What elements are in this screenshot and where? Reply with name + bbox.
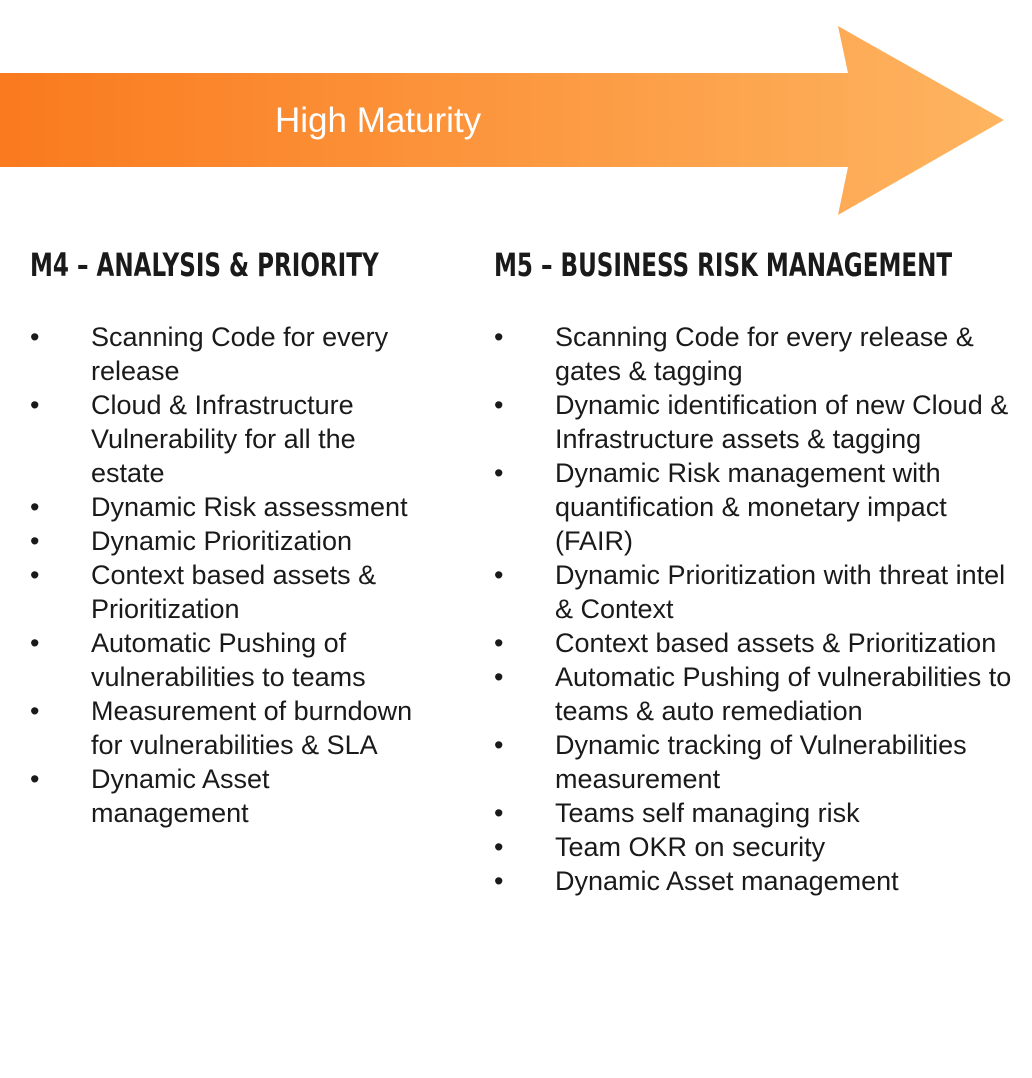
m4-item-list (30, 320, 460, 830)
list-item (30, 558, 431, 626)
bullet-icon: • (494, 798, 504, 828)
bullet-icon: • (30, 390, 40, 420)
list-item-text: Dynamic Asset management (91, 764, 270, 828)
bullet-icon: • (30, 696, 40, 726)
list-item-text: Measurement of burndown for vulnerabilities & SLA (91, 696, 413, 760)
list-item (30, 320, 431, 388)
list-item-text: Dynamic tracking of Vulnerabilities measurement (555, 730, 967, 794)
list-item (30, 762, 431, 830)
bullet-icon: • (30, 322, 40, 352)
list-item (494, 830, 1025, 864)
list-item-text: Context based assets & Prioritization (555, 628, 997, 658)
bullet-icon: • (494, 628, 504, 658)
bullet-icon: • (494, 458, 504, 488)
bullet-icon: • (494, 866, 504, 896)
m4-column (30, 241, 460, 830)
maturity-arrow (0, 0, 1032, 230)
bullet-icon: • (494, 390, 504, 420)
list-item-text: Automatic Pushing of vulnerabilities to teams (91, 628, 366, 692)
m4-title: M4 – ANALYSIS & PRIORITY (30, 246, 379, 284)
bullet-icon: • (30, 526, 40, 556)
list-item (494, 558, 1025, 626)
arrow-label: High Maturity (275, 101, 482, 140)
list-item-text: Context based assets & Prioritization (91, 560, 377, 624)
list-item-text: Dynamic Prioritization with threat intel & Context (555, 560, 1006, 624)
bullet-icon: • (494, 662, 504, 692)
list-item (30, 524, 431, 558)
bullet-icon: • (30, 560, 40, 590)
list-item-text: Dynamic Risk management with quantification & monetary impact (FAIR) (555, 458, 947, 556)
list-item (494, 864, 1025, 898)
bullet-icon: • (494, 730, 504, 760)
list-item-text: Dynamic Risk assessment (91, 492, 408, 522)
m5-item-list (494, 320, 1029, 898)
list-item (494, 796, 1025, 830)
list-item (494, 660, 1025, 728)
m5-column (494, 241, 1029, 898)
bullet-icon: • (30, 492, 40, 522)
list-item (494, 626, 1025, 660)
list-item-text: Team OKR on security (555, 832, 826, 862)
list-item (494, 728, 1025, 796)
list-item-text: Dynamic Prioritization (91, 526, 353, 556)
list-item-text: Dynamic identification of new Cloud & Infrastructure assets & tagging (555, 390, 1009, 454)
bullet-icon: • (494, 322, 504, 352)
bullet-icon: • (30, 628, 40, 658)
bullet-icon: • (494, 560, 504, 590)
list-item-text: Automatic Pushing of vulnerabilities to teams & auto remediation (555, 662, 1012, 726)
bullet-icon: • (30, 764, 40, 794)
list-item-text: Cloud & Infrastructure Vulnerability for all the estate (91, 390, 356, 488)
list-item (30, 490, 431, 524)
list-item (494, 320, 1025, 388)
list-item-text: Dynamic Asset management (555, 866, 899, 896)
list-item-text: Teams self managing risk (555, 798, 860, 828)
list-item (494, 388, 1025, 456)
list-item (30, 626, 431, 694)
list-item (494, 456, 1025, 558)
list-item-text: Scanning Code for every release (91, 322, 389, 386)
bullet-icon: • (494, 832, 504, 862)
m5-title: M5 – BUSINESS RISK MANAGEMENT (494, 246, 953, 284)
list-item-text: Scanning Code for every release & gates & tagging (555, 322, 974, 386)
list-item (30, 388, 431, 490)
list-item (30, 694, 431, 762)
